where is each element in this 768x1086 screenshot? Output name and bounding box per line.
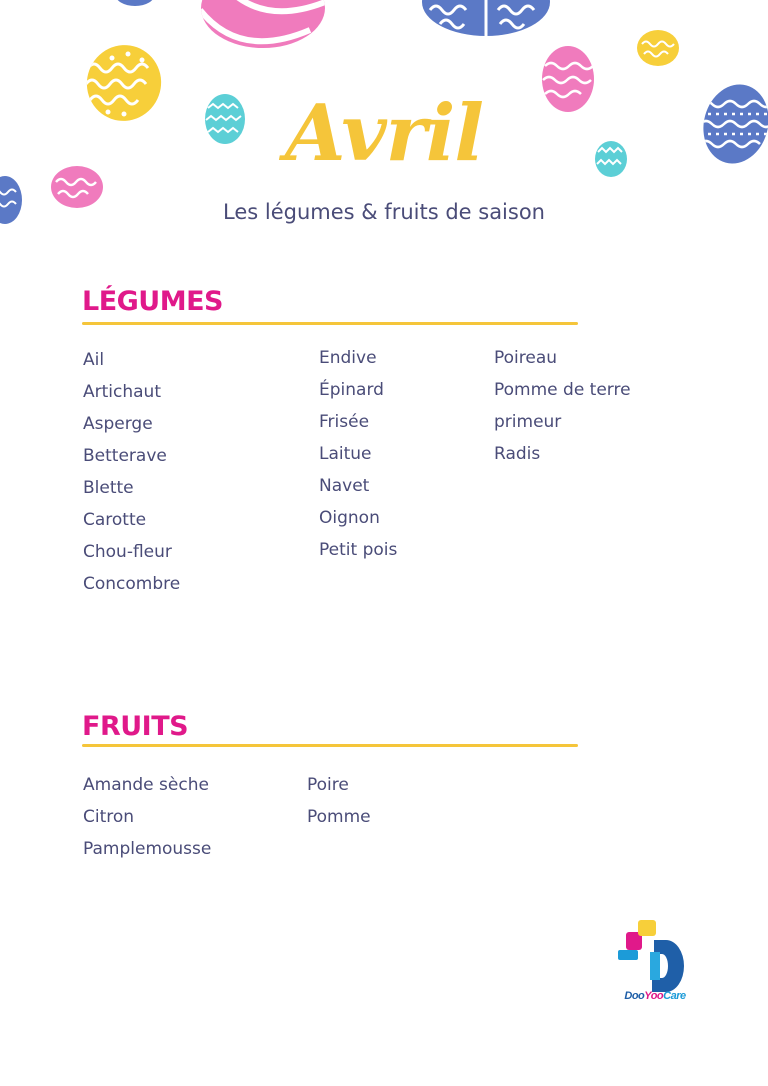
yellow-egg-icon <box>637 30 679 66</box>
list-item: Concombre <box>83 574 181 594</box>
list-item: Radis <box>494 444 541 464</box>
list-item: Carotte <box>83 510 147 530</box>
section-divider <box>82 322 578 325</box>
legumes-column-3 <box>494 347 631 475</box>
list-item: Poireau <box>494 348 558 368</box>
list-item: Pomme <box>307 807 371 827</box>
list-item: Ail <box>83 350 105 370</box>
list-item: Pomme de terre <box>494 380 631 400</box>
page-title: Avril <box>284 88 484 179</box>
fruits-column-1 <box>83 774 211 870</box>
list-item: Poire <box>307 775 349 795</box>
blue-egg-icon <box>115 0 155 6</box>
list-item: Laitue <box>319 444 372 464</box>
page-subtitle: Les légumes & fruits de saison <box>223 200 545 224</box>
list-item: Petit pois <box>319 540 398 560</box>
list-item: Amande sèche <box>83 775 209 795</box>
list-item: primeur <box>494 412 562 432</box>
section-divider <box>82 744 578 747</box>
legumes-column-2 <box>319 347 397 571</box>
list-item: Épinard <box>319 380 384 400</box>
pink-egg-icon <box>200 0 330 48</box>
list-item: Blette <box>83 478 134 498</box>
section-heading-legumes: LÉGUMES <box>82 286 223 317</box>
list-item: Asperge <box>83 414 153 434</box>
blue-egg-icon <box>422 0 550 40</box>
list-item: Frisée <box>319 412 370 432</box>
legumes-column-1 <box>83 349 180 605</box>
list-item: Chou-fleur <box>83 542 172 562</box>
section-heading-fruits: FRUITS <box>82 711 189 742</box>
logo-wordmark: DooYooCare <box>624 990 686 1002</box>
list-item: Endive <box>319 348 377 368</box>
list-item: Betterave <box>83 446 167 466</box>
list-item: Artichaut <box>83 382 161 402</box>
list-item: Oignon <box>319 508 380 528</box>
list-item: Navet <box>319 476 370 496</box>
list-item: Citron <box>83 807 135 827</box>
list-item: Pamplemousse <box>83 839 212 859</box>
fruits-column-2 <box>307 774 371 838</box>
